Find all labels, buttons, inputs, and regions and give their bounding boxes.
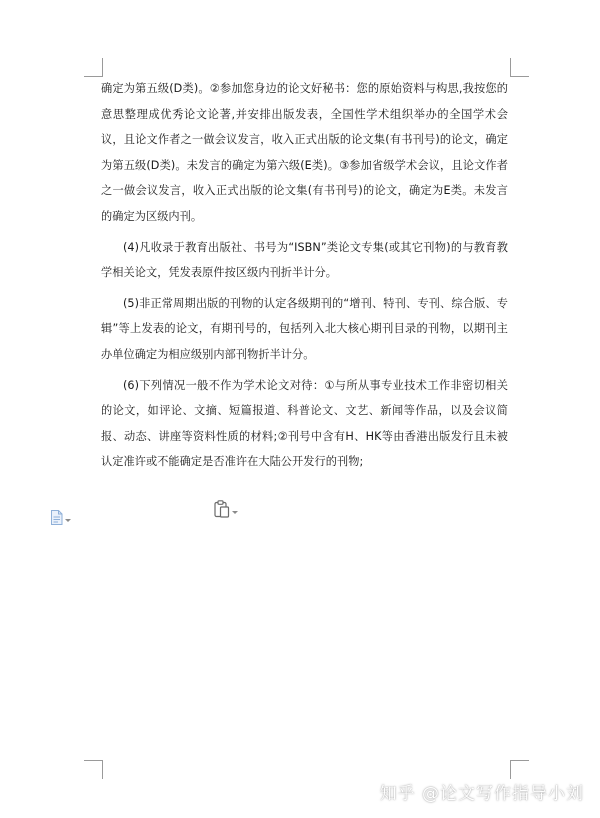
paragraph-4[interactable]: (6)下列情况一般不作为学术论文对待：①与所从事专业技术工作非密切相关的论文，如评论、文摘、短篇报道、科普论文、文艺、新闻等作品，以及会议简报、动态、讲座等资料性质的材料;②刊号中含有H、HK等由香港出版发行且未被认定准许或不能确定是否准许在大陆公开发行的刊物; xyxy=(101,378,508,469)
document-icon xyxy=(50,510,63,529)
watermark: 知乎 @论文写作指导小刘 xyxy=(379,784,584,804)
paragraph-1[interactable]: 确定为第五级(D类)。②参加您身边的论文好秘书：您的原始资料与构思,我按您的意思整理成优秀论文论著,并安排出版发表，全国性学术组织举办的全国学术会议，且论文作者之一做会议发言，收入正式出版的论文集(有书刊号)的论文，确定为第五级(D类)。未发言的确定为第六级(E类)。③参加省级学术会议，且论文作者之一做会议发言，收入正式出版的论文集(有书刊号)的论文，确定为E类。未发言的确定为区级内刊。 xyxy=(101,82,508,223)
document-options-button[interactable] xyxy=(50,510,71,528)
paste-options-button[interactable] xyxy=(214,501,238,521)
crop-mark-bottom-right xyxy=(510,760,529,779)
paragraph-2[interactable]: (4)凡收录于教育出版社、书号为“ISBN”类论文专集(或其它刊物)的与教育教学相关论文，凭发表原件按区级内刊折半计分。 xyxy=(101,240,508,280)
chevron-down-icon xyxy=(65,519,71,522)
document-body[interactable] xyxy=(101,76,508,475)
crop-mark-bottom-left xyxy=(84,760,103,779)
crop-mark-top-left xyxy=(84,58,103,77)
chevron-down-icon xyxy=(232,511,238,514)
clipboard-paste-icon xyxy=(214,500,230,522)
paragraph-3[interactable]: (5)非正常周期出版的刊物的认定各级期刊的“增刊、特刊、专刊、综合版、专辑”等上发表的论文，有期刊号的，包括列入北大核心期刊目录的刊物，以期刊主办单位确定为相应级别内部刊物折半计分。 xyxy=(101,296,508,361)
crop-mark-top-right xyxy=(510,58,529,77)
